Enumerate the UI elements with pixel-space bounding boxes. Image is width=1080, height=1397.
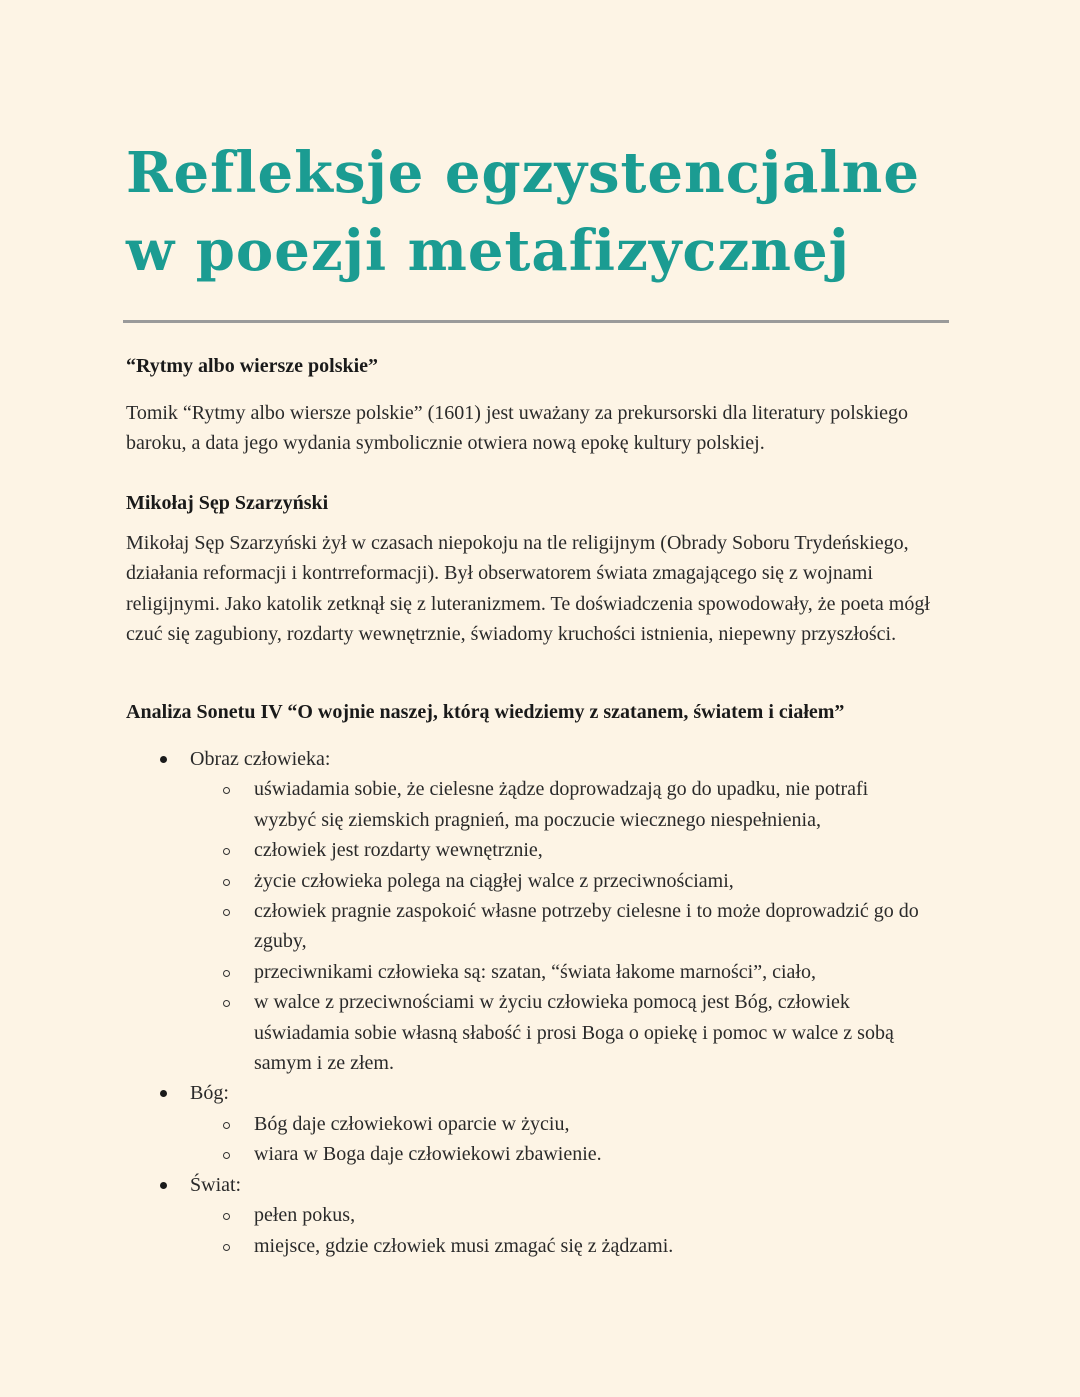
section-text-rytmy: Tomik “Rytmy albo wiersze polskie” (1601) jest uważany za prekursorski dla literatury polskiego baroku, a data jego wydania symbolicznie otwiera nową epokę kultury polskiej. — [126, 402, 909, 455]
list-item-label: Obraz człowieka: — [190, 748, 331, 770]
list-item-label: Bóg: — [190, 1082, 229, 1105]
list-item — [126, 1170, 950, 1261]
sublist-item: Bóg daje człowiekowi oparcie w życiu, — [190, 1109, 934, 1139]
sublist-item: człowiek jest rozdarty wewnętrznie, — [190, 835, 934, 865]
circle-bullet-icon — [223, 879, 230, 886]
sublist — [190, 1200, 950, 1261]
section-heading-analysis: Analiza Sonetu IV “O wojnie naszej, którą wiedziemy z szatanem, światem i ciałem” — [126, 701, 845, 723]
circle-bullet-icon — [223, 970, 230, 977]
list-item — [126, 1078, 950, 1169]
bullet-icon — [160, 1182, 167, 1189]
bullet-icon — [160, 756, 167, 763]
circle-bullet-icon — [223, 848, 230, 855]
page-title: Refleksje egzystencjalne w poezji metafizycznej — [126, 140, 920, 284]
sublist-item: pełen pokus, — [190, 1200, 934, 1230]
title-divider — [123, 320, 949, 323]
sublist-item: człowiek pragnie zaspokoić własne potrzeby cielesne i to może doprowadzić go do zguby, — [190, 896, 934, 957]
circle-bullet-icon — [223, 787, 230, 794]
sublist — [190, 774, 950, 1078]
sublist — [190, 1109, 950, 1170]
circle-bullet-icon — [223, 1122, 230, 1129]
section-text-author: Mikołaj Sęp Szarzyński żył w czasach niepokoju na tle religijnym (Obrady Soboru Trydeńskiego, działania reformacji i kontrreformacji). Był obserwatorem świata zmagającego się z wojnami religijnymi. Jako katolik zetknął się z luteranizmem. Te doświadczenia spowodowały, że poeta mógł czuć się zagubiony, rozdarty wewnętrznie, świadomy kruchości istnienia, niepewny przyszłości. — [126, 532, 930, 646]
section-heading-rytmy: “Rytmy albo wiersze polskie” — [126, 355, 379, 377]
sublist-item: życie człowieka polega na ciągłej walce z przeciwnościami, — [190, 866, 934, 896]
circle-bullet-icon — [223, 909, 230, 916]
circle-bullet-icon — [223, 1152, 230, 1159]
sublist-item: uświadamia sobie, że cielesne żądze doprowadzają go do upadku, nie potrafi wyzbyć się ziemskich pragnień, ma poczucie wiecznego niespełnienia, — [190, 774, 934, 835]
sublist-item: przeciwnikami człowieka są: szatan, “świata łakome marności”, ciało, — [190, 957, 934, 987]
list-item — [126, 744, 950, 1078]
circle-bullet-icon — [223, 1213, 230, 1220]
circle-bullet-icon — [223, 1000, 230, 1007]
sublist-item: miejsce, gdzie człowiek musi zmagać się z żądzami. — [190, 1231, 934, 1261]
list-item-label: Świat: — [190, 1173, 242, 1196]
bullet-icon — [160, 1090, 167, 1097]
circle-bullet-icon — [223, 1244, 230, 1251]
section-heading-author: Mikołaj Sęp Szarzyński — [126, 492, 329, 514]
sublist-item: w walce z przeciwnościami w życiu człowieka pomocą jest Bóg, człowiek uświadamia sobie własną słabość i prosi Boga o opiekę i pomoc w walce z sobą samym i ze złem. — [190, 987, 934, 1078]
sublist-item: wiara w Boga daje człowiekowi zbawienie. — [190, 1139, 934, 1169]
analysis-list — [126, 744, 950, 1261]
